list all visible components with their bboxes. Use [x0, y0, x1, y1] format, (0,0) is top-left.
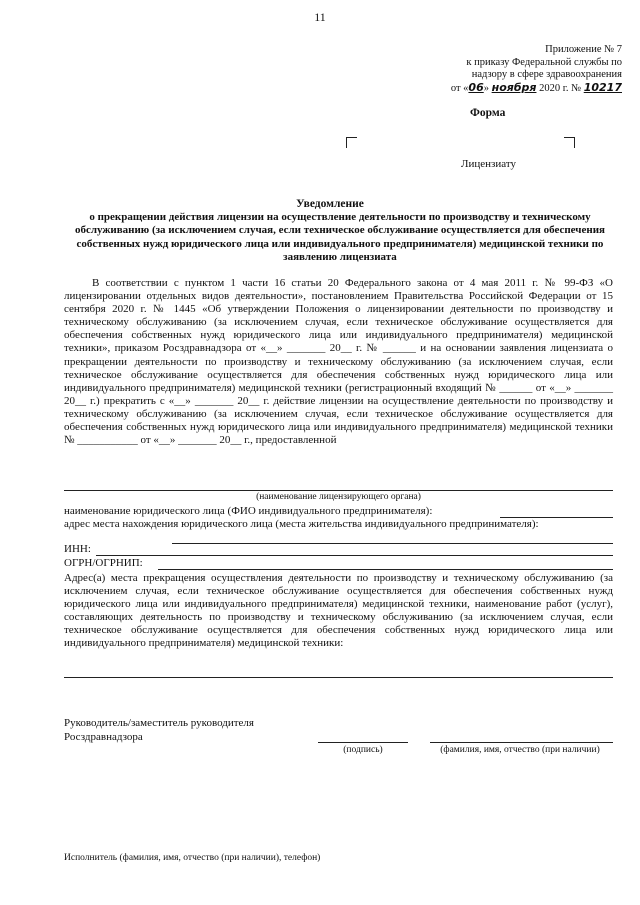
handwritten-order-number: 10217 — [583, 80, 622, 94]
document-subtitle: о прекращении действия лицензии на осуществление деятельности по производству и техническому обслуживанию (за исключением случая, если техническое обслуживание осуществляется для обеспечения собственных нужд юридического лица или индивидуального предпринимателя) медицинской техники по заявлению лицензиата — [74, 211, 606, 264]
handwritten-month: ноября — [491, 80, 537, 94]
address-field: адрес места нахождения юридического лица (места жительства индивидуального предпринимателя): — [64, 518, 539, 530]
ogrn-line — [158, 569, 613, 570]
name-line — [430, 742, 613, 743]
inn-field: ИНН: — [64, 543, 91, 555]
activity-addresses — [64, 572, 613, 651]
notice-body — [64, 277, 613, 447]
signer-block — [64, 716, 254, 744]
executor-line: Исполнитель (фамилия, имя, отчество (при наличии), телефон) — [64, 853, 321, 863]
signer-organization: Росздравнадзора — [64, 731, 143, 743]
ogrn-field: ОГРН/ОГРНИП: — [64, 557, 143, 569]
page-number: 11 — [314, 10, 326, 24]
activity-addresses-line — [64, 677, 613, 678]
licensee-label: Лицензиату — [461, 158, 516, 170]
inn-line — [96, 555, 613, 556]
activity-addresses-text: Адрес(а) места прекращения осуществления деятельности по производству и техническому обслуживанию (за исключением случая, если техническое обслуживание осуществляется для обеспечения собственных нужд юридического лица или индивидуального предпринимателя) медицинской техники, наименование работ (услуг), составляющих деятельность по производству и техническому обслуживанию (за исключением случая, если техническое обслуживание осуществляется для обеспечения собственных нужд юридического лица или индивидуального предпринимателя) медицинской техники: — [64, 572, 613, 650]
appendix-date-line: от «06» ноября 2020 г. № 10217 — [450, 80, 622, 94]
address-corner-right — [564, 137, 575, 148]
appendix-line-2: к приказу Федеральной службы по — [466, 56, 622, 68]
legal-name-field: наименование юридического лица (ФИО индивидуального предпринимателя): — [64, 505, 433, 517]
notice-body-text: В соответствии с пунктом 1 части 16 статьи 20 Федерального закона от 4 мая 2011 г. № 99-ФЗ «О лицензировании отдельных видов деятельности», постановлением Правительства Российской Федерации от 15 сентября 2020 г. № 1445 «Об утверждении Положения о лицензировании деятельности по производству и техническому обслуживанию (за исключением случая, если техническое обслуживание осуществляется для обеспечения собственных нужд юридического лица или индивидуального предпринимателя) медицинской техники», приказом Росздравнадзора от «__» _______ 20__ г. № ______ и на основании заявления лицензиата о прекращении деятельности по производству и техническому обслуживанию (за исключением случая, если техническое обслуживание осуществляется для обеспечения собственных нужд юридического лица или индивидуального предпринимателя) медицинской техники (регистрационный входящий № ______ от «__» _______ 20__ г.) прекратить с «__» _______ 20__ г. действие лицензии на осуществление деятельности по производству и техническому обслуживанию (за исключением случая, если техническое обслуживание осуществляется для обеспечения собственных нужд юридического лица или индивидуального предпринимателя) медицинской техники № ___________ от «__» _______ 20__ г., предоставленной — [64, 277, 613, 447]
signature-caption: (подпись) — [343, 745, 383, 755]
signer-title: Руководитель/заместитель руководителя — [64, 717, 254, 729]
licensing-body-line — [64, 490, 613, 491]
name-caption: (фамилия, имя, отчество (при наличии) — [440, 745, 600, 755]
form-label: Форма — [470, 107, 506, 119]
appendix-header — [392, 44, 622, 95]
handwritten-day: 06 — [468, 80, 484, 94]
signature-line — [318, 742, 408, 743]
appendix-line-1: Приложение № 7 — [545, 44, 622, 55]
address-corner-left — [346, 137, 357, 148]
licensing-body-caption: (наименование лицензирующего органа) — [256, 492, 421, 502]
document-title: Уведомление — [296, 198, 364, 210]
appendix-line-3: надзору в сфере здравоохранения — [471, 69, 622, 80]
